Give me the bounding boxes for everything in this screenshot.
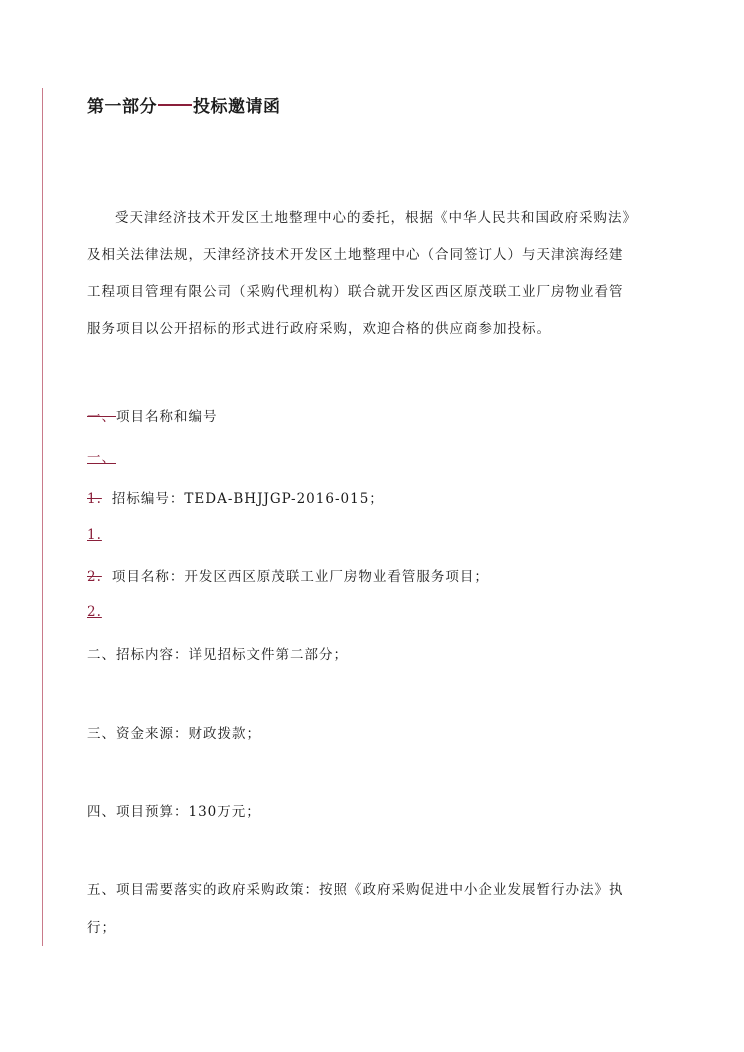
item-1	[87, 487, 384, 507]
page-title	[87, 92, 281, 117]
item-2-inserted	[87, 604, 116, 620]
intro-line-4: 服务项目以公开招标的形式进行政府采购，欢迎合格的供应商参加投标。	[87, 321, 551, 337]
item-1-text: 招标编号：TEDA-BHJJGP-2016-015；	[111, 491, 384, 507]
deleted-text: 2.	[87, 569, 102, 585]
section-2: 二、招标内容：详见招标文件第二部分；	[87, 647, 348, 663]
revision-margin-line	[42, 88, 43, 946]
inserted-text: 2.	[87, 604, 102, 620]
intro-line-1: 受天津经济技术开发区土地整理中心的委托，根据《中华人民共和国政府采购法》	[115, 210, 637, 226]
title-dash	[158, 104, 192, 106]
intro-line-3: 工程项目管理有限公司（采购代理机构）联合就开发区西区原茂联工业厂房物业看管	[87, 284, 624, 300]
inserted-text: 一、	[87, 450, 116, 466]
title-part: 第一部分	[87, 97, 157, 117]
item-1-inserted	[87, 527, 116, 543]
section-1-inserted	[87, 446, 130, 466]
section-4: 四、项目预算：130万元；	[87, 804, 261, 820]
item-2-text: 项目名称：开发区西区原茂联工业厂房物业看管服务项目；	[111, 569, 489, 585]
title-name: 投标邀请函	[193, 97, 281, 117]
intro-line-2: 及相关法律法规，天津经济技术开发区土地整理中心（合同签订人）与天津滨海经建	[87, 247, 624, 263]
section-3: 三、资金来源：财政拨款；	[87, 726, 261, 742]
section-1-heading	[87, 405, 218, 425]
deleted-text: 一、	[87, 409, 116, 425]
deleted-text: 1.	[87, 491, 102, 507]
intro-paragraph	[87, 200, 667, 348]
inserted-text: 1.	[87, 527, 102, 543]
section-1-text: 项目名称和编号	[116, 409, 218, 425]
section-5-line-1: 五、项目需要落实的政府采购政策：按照《政府采购促进中小企业发展暂行办法》执	[87, 882, 624, 898]
section-5-line-2: 行；	[87, 920, 116, 936]
item-2	[87, 565, 489, 585]
